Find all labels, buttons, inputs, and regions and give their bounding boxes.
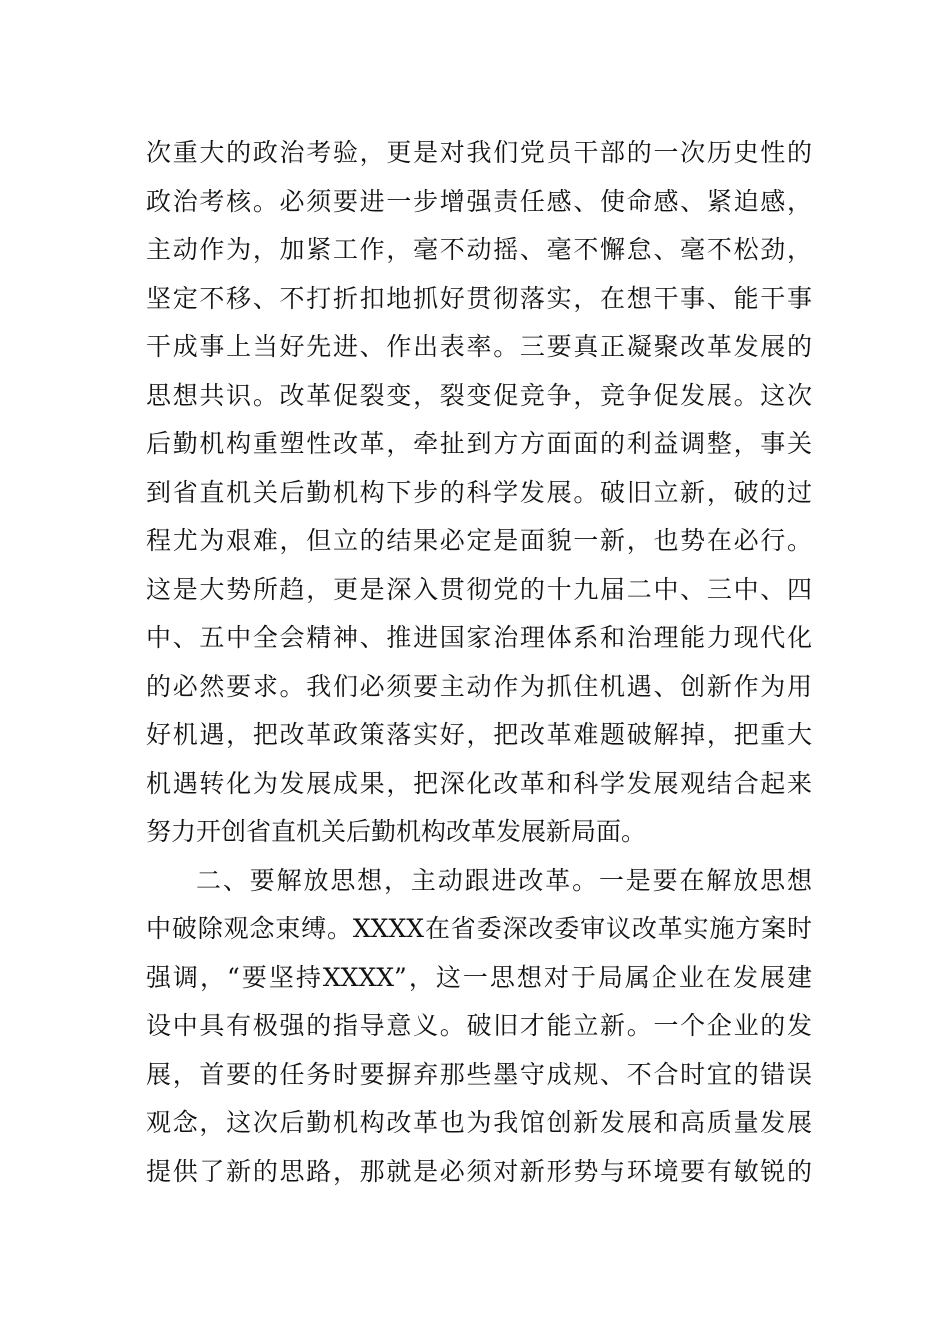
- text-line-15: 努力开创省直机关后勤机构改革发展新局面。: [146, 817, 647, 846]
- text-line-16: 二、要解放思想，主动跟进改革。一是要在解放思想: [196, 865, 812, 895]
- text-line-12: 的必然要求。我们必须要主动作为抓住机遇、创新作为用: [146, 671, 812, 701]
- text-line-7: 后勤机构重塑性改革，牵扯到方方面面的利益调整，事关: [146, 429, 812, 458]
- text-line-10: 这是大势所趋，更是深入贯彻党的十九届二中、三中、四: [146, 574, 812, 604]
- body-text: [146, 129, 812, 1196]
- text-line-1: 次重大的政治考验，更是对我们党员干部的一次历史性的: [146, 138, 812, 167]
- text-line-21: 观念，这次后勤机构改革也为我馆创新发展和高质量发展: [146, 1108, 812, 1137]
- text-line-2: 政治考核。必须要进一步增强责任感、使命感、紧迫感，: [146, 186, 812, 216]
- text-line-17: 中破除观念束缚。XXXX在省委深改委审议改革实施方案时: [146, 914, 812, 943]
- text-line-4: 坚定不移、不打折扣地抓好贯彻落实，在想干事、能干事: [146, 283, 812, 313]
- text-line-8: 到省直机关后勤机构下步的科学发展。破旧立新，破的过: [146, 477, 812, 507]
- text-line-13: 好机遇，把改革政策落实好，把改革难题破解掉，把重大: [146, 720, 812, 749]
- text-line-20: 展，首要的任务时要摒弃那些墨守成规、不合时宜的错误: [146, 1059, 812, 1089]
- text-line-6: 思想共识。改革促裂变，裂变促竞争，竞争促发展。这次: [146, 380, 812, 410]
- text-line-11: 中、五中全会精神、推进国家治理体系和治理能力现代化: [146, 623, 812, 652]
- text-line-5: 干成事上当好先进、作出表率。三要真正凝聚改革发展的: [146, 332, 812, 361]
- text-line-9: 程尤为艰难，但立的结果必定是面貌一新，也势在必行。: [146, 526, 812, 555]
- text-line-19: 设中具有极强的指导意义。破旧才能立新。一个企业的发: [146, 1011, 812, 1040]
- text-line-3: 主动作为，加紧工作，毫不动摇、毫不懈怠、毫不松劲，: [146, 235, 812, 264]
- text-line-22: 提供了新的思路，那就是必须对新形势与环境要有敏锐的: [146, 1156, 812, 1186]
- text-line-18: 强调，“要坚持XXXX”，这一思想对于局属企业在发展建: [146, 962, 812, 992]
- text-line-14: 机遇转化为发展成果，把深化改革和科学发展观结合起来: [146, 768, 812, 798]
